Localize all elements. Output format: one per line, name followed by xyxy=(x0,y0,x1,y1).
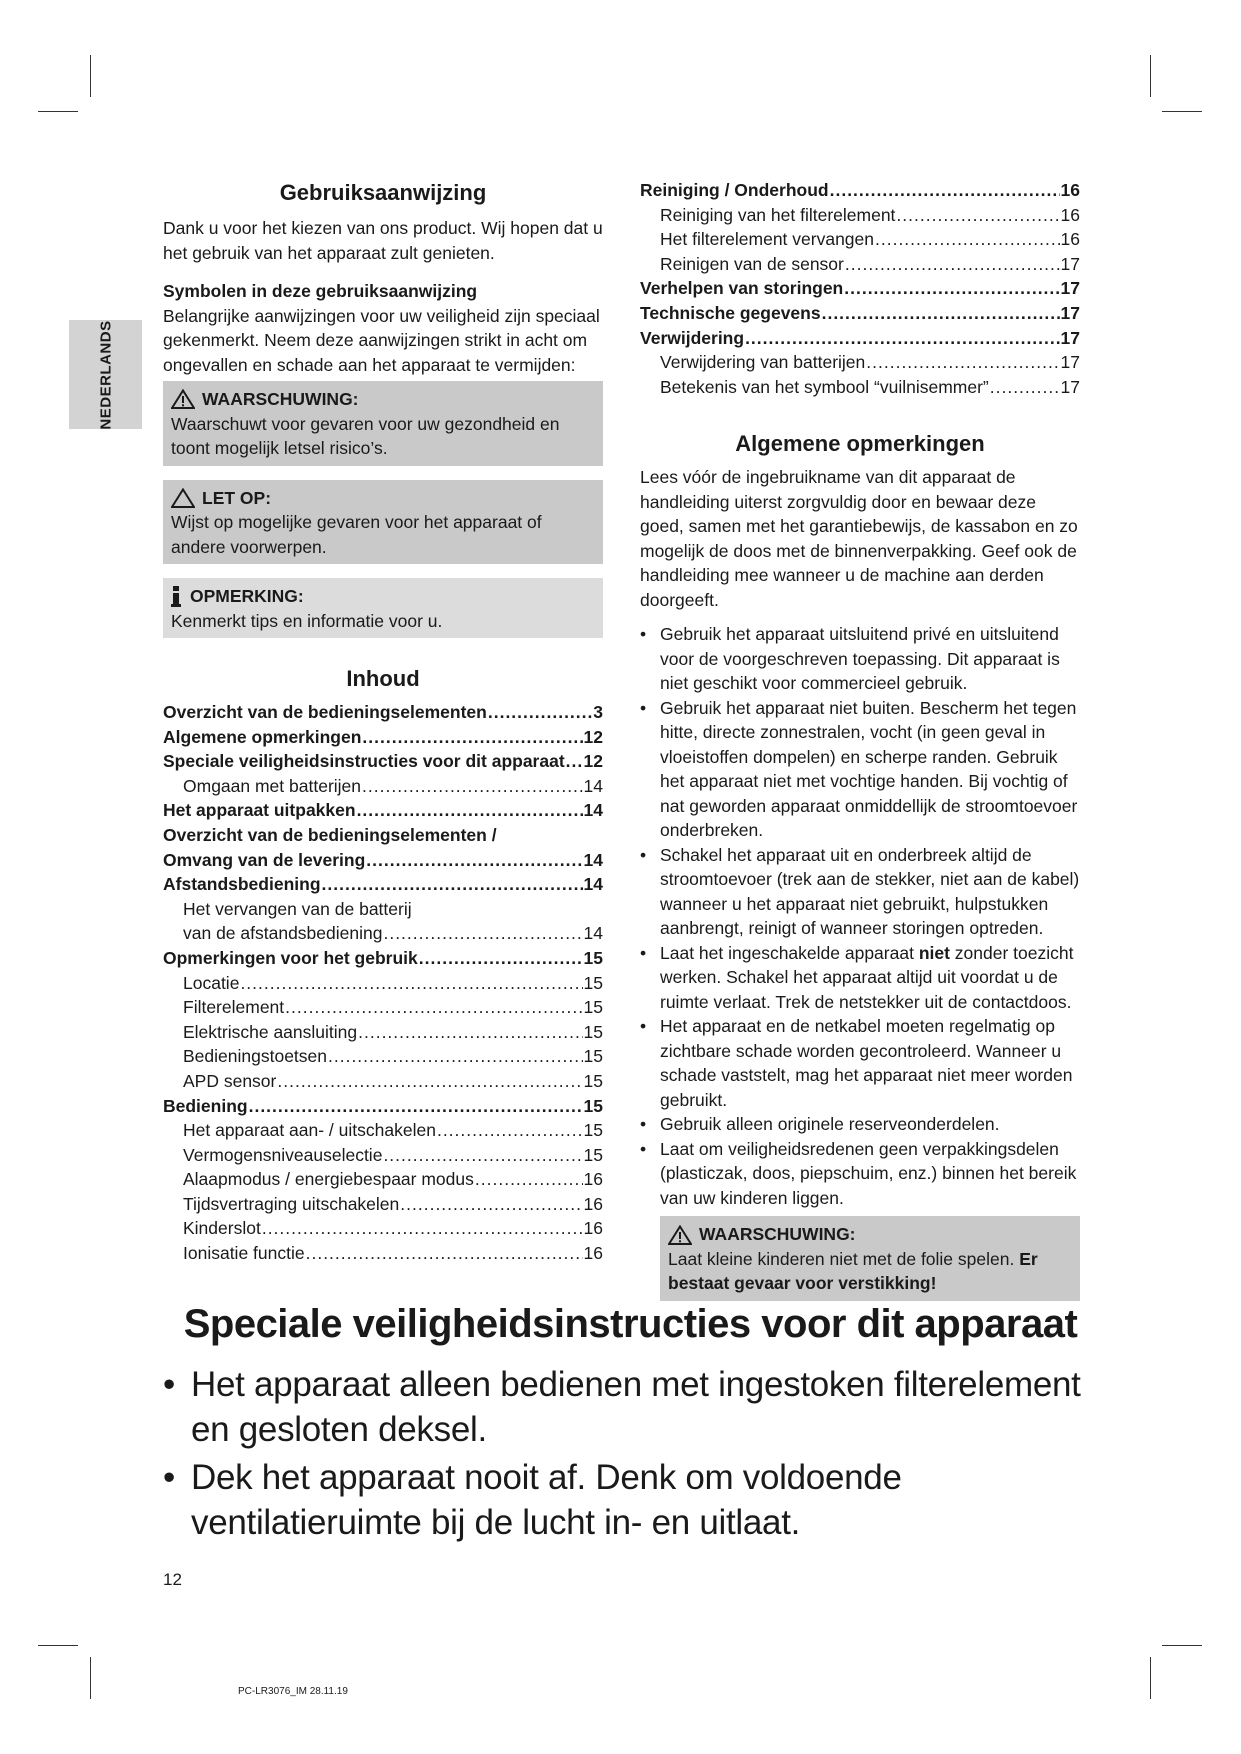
caution-triangle-icon xyxy=(171,488,195,508)
note-title: OPMERKING: xyxy=(190,586,304,606)
info-icon xyxy=(171,586,183,607)
toc-entry[interactable]: Elektrische aansluiting ..... 15 xyxy=(163,1020,603,1045)
warning-triangle-icon xyxy=(668,1225,692,1245)
crop-mark xyxy=(38,111,78,112)
toc-entry[interactable]: Afstandsbediening ..... 14 xyxy=(163,872,603,897)
toc-entry[interactable]: Het vervangen van de batterij xyxy=(183,898,412,919)
toc-entry[interactable]: Overzicht van de bedieningselementen / xyxy=(163,824,497,845)
warning-text: Laat kleine kinderen niet met de folie spelen. Er bestaat gevaar voor verstikking! xyxy=(668,1248,1038,1294)
safety-banner xyxy=(163,1300,1098,1548)
toc-entry[interactable]: Betekenis van het symbool “vuilnisemmer” ..... 17 xyxy=(640,375,1080,400)
crop-mark xyxy=(90,55,91,97)
toc-entry[interactable]: Vermogensniveauselectie ..... 15 xyxy=(163,1143,603,1168)
toc-entry[interactable]: Het apparaat uitpakken ..... 14 xyxy=(163,798,603,823)
crop-mark xyxy=(90,1657,91,1699)
toc-entry[interactable]: APD sensor ..... 15 xyxy=(163,1069,603,1094)
toc-entry[interactable]: Alaapmodus / energiebespaar modus ..... 16 xyxy=(163,1167,603,1192)
toc-entry[interactable]: Reiniging / Onderhoud ..... 16 xyxy=(640,178,1080,203)
list-item: • Gebruik het apparaat uitsluitend privé en uitsluitend voor de voorgeschreven toepassing. Dit apparaat is niet geschikt voor commercieel gebruik. xyxy=(640,622,1080,696)
note-box xyxy=(163,578,603,638)
toc-entry[interactable]: Filterelement ..... 15 xyxy=(163,995,603,1020)
language-tab xyxy=(69,320,142,429)
toc-entry[interactable]: Opmerkingen voor het gebruik ..... 15 xyxy=(163,946,603,971)
warning-title: WAARSCHUWING: xyxy=(699,1224,856,1245)
caution-title: LET OP: xyxy=(202,487,272,508)
table-of-contents-continued xyxy=(640,178,1080,399)
right-column xyxy=(640,178,1080,1301)
crop-mark xyxy=(38,1645,78,1646)
toc-entry[interactable]: Het filterelement vervangen ..... 16 xyxy=(640,227,1080,252)
toc-entry[interactable]: Speciale veiligheidsinstructies voor dit apparaat ..... 12 xyxy=(163,749,603,774)
crop-mark xyxy=(1150,55,1151,97)
suffocation-warning-box xyxy=(660,1216,1080,1301)
list-item: • Het apparaat en de netkabel moeten regelmatig op zichtbare schade worden gecontroleerd. Wanneer u schade vaststelt, mag het apparaat niet meer worden gebruikt. xyxy=(640,1014,1080,1112)
toc-entry[interactable]: Overzicht van de bedieningselementen ..... 3 xyxy=(163,700,603,725)
toc-entry[interactable]: Verhelpen van storingen ..... 17 xyxy=(640,276,1080,301)
safety-bullet-list xyxy=(640,622,1080,1210)
crop-mark xyxy=(1150,1657,1151,1699)
banner-bullet-list xyxy=(163,1362,1098,1545)
toc-entry[interactable]: van de afstandsbediening ..... 14 xyxy=(163,921,603,946)
toc-entry[interactable]: Ionisatie functie ..... 16 xyxy=(163,1241,603,1266)
toc-entry[interactable]: Bedieningstoetsen ..... 15 xyxy=(163,1044,603,1069)
table-of-contents xyxy=(163,700,603,1266)
list-item: • Schakel het apparaat uit en onderbreek altijd de stroomtoevoer (trek aan de stekker, niet aan de kabel) wanneer u het apparaat niet gebruikt, hulpstukken aanbrengt, reinigt of wanneer storingen optreden. xyxy=(640,843,1080,941)
caution-text: Wijst op mogelijke gevaren voor het apparaat of andere voorwerpen. xyxy=(171,512,542,557)
symbols-heading: Symbolen in deze gebruiksaanwijzing xyxy=(163,281,478,301)
toc-entry[interactable]: Algemene opmerkingen ..... 12 xyxy=(163,725,603,750)
toc-entry[interactable]: Bediening ..... 15 xyxy=(163,1094,603,1119)
footer-code: PC-LR3076_IM 28.11.19 xyxy=(238,1686,348,1697)
toc-entry[interactable]: Kinderslot ..... 16 xyxy=(163,1216,603,1241)
general-remarks-text: Lees vóór de ingebruikname van dit apparaat de handleiding uiterst zorgvuldig door en bewaar deze goed, samen met het garantiebewijs, de kassabon en zo mogelijk de doos met de binnenverpakking. Geef ook de handleiding mee wanneer u de machine aan derden doorgeeft. xyxy=(640,467,1078,610)
symbols-text: Belangrijke aanwijzingen voor uw veiligheid zijn speciaal gekenmerkt. Neem deze aanwijzingen strikt in acht om ongevallen en schade aan het apparaat te vermijden: xyxy=(163,305,600,375)
list-item: • Gebruik alleen originele reserveonderdelen. xyxy=(640,1112,1080,1137)
manual-title: Gebruiksaanwijzing xyxy=(279,180,487,205)
list-item: • Gebruik het apparaat niet buiten. Bescherm het tegen hitte, directe zonnestralen, vocht (in geen geval in vloeistoffen dompelen) en scherpe randen. Gebruik het apparaat niet met vochtige handen. Bij vochtig of nat geworden apparaat onmiddellijk de stroomtoevoer onderbreken. xyxy=(640,696,1080,843)
caution-box xyxy=(163,480,603,565)
crop-mark xyxy=(1162,1645,1202,1646)
toc-entry[interactable]: Technische gegevens ..... 17 xyxy=(640,301,1080,326)
warning-text: Waarschuwt voor gevaren voor uw gezondheid en toont mogelijk letsel risico’s. xyxy=(171,413,560,458)
left-column xyxy=(163,178,603,1266)
warning-box xyxy=(163,381,603,466)
banner-title: Speciale veiligheidsinstructies voor dit apparaat xyxy=(183,1302,1078,1346)
crop-mark xyxy=(1162,111,1202,112)
toc-entry[interactable]: Het apparaat aan- / uitschakelen ..... 15 xyxy=(163,1118,603,1143)
language-tab-label: NEDERLANDS xyxy=(97,319,114,430)
toc-entry[interactable]: Omgaan met batterijen ..... 14 xyxy=(163,774,603,799)
toc-entry[interactable]: Verwijdering van batterijen ..... 17 xyxy=(640,350,1080,375)
toc-entry[interactable]: Tijdsvertraging uitschakelen ..... 16 xyxy=(163,1192,603,1217)
toc-entry[interactable]: Verwijdering ..... 17 xyxy=(640,326,1080,351)
toc-entry[interactable]: Omvang van de levering ..... 14 xyxy=(163,848,603,873)
toc-entry[interactable]: Reinigen van de sensor ..... 17 xyxy=(640,252,1080,277)
contents-title: Inhoud xyxy=(346,666,420,691)
warning-triangle-icon xyxy=(171,389,195,409)
general-remarks-title: Algemene opmerkingen xyxy=(735,431,985,457)
list-item: • Het apparaat alleen bedienen met ingestoken filterelement en gesloten deksel. xyxy=(163,1362,1098,1452)
list-item: • Laat om veiligheidsredenen geen verpakkingsdelen (plasticzak, doos, piepschuim, enz.) binnen het bereik van uw kinderen liggen. xyxy=(640,1137,1080,1211)
toc-entry[interactable]: Reiniging van het filterelement ..... 16 xyxy=(640,203,1080,228)
list-item: • Laat het ingeschakelde apparaat niet zonder toezicht werken. Schakel het apparaat altijd uit voordat u de ruimte verlaat. Trek de netstekker uit de contactdoos. xyxy=(640,941,1080,1015)
list-item: • Dek het apparaat nooit af. Denk om voldoende ventilatieruimte bij de lucht in- en uitlaat. xyxy=(163,1455,1098,1545)
note-text: Kenmerkt tips en informatie voor u. xyxy=(171,610,443,631)
intro-text: Dank u voor het kiezen van ons product. Wij hopen dat u het gebruik van het apparaat zult genieten. xyxy=(163,218,603,263)
toc-entry[interactable]: Locatie ..... 15 xyxy=(163,971,603,996)
warning-title: WAARSCHUWING: xyxy=(202,389,359,409)
page-number: 12 xyxy=(163,1570,182,1589)
